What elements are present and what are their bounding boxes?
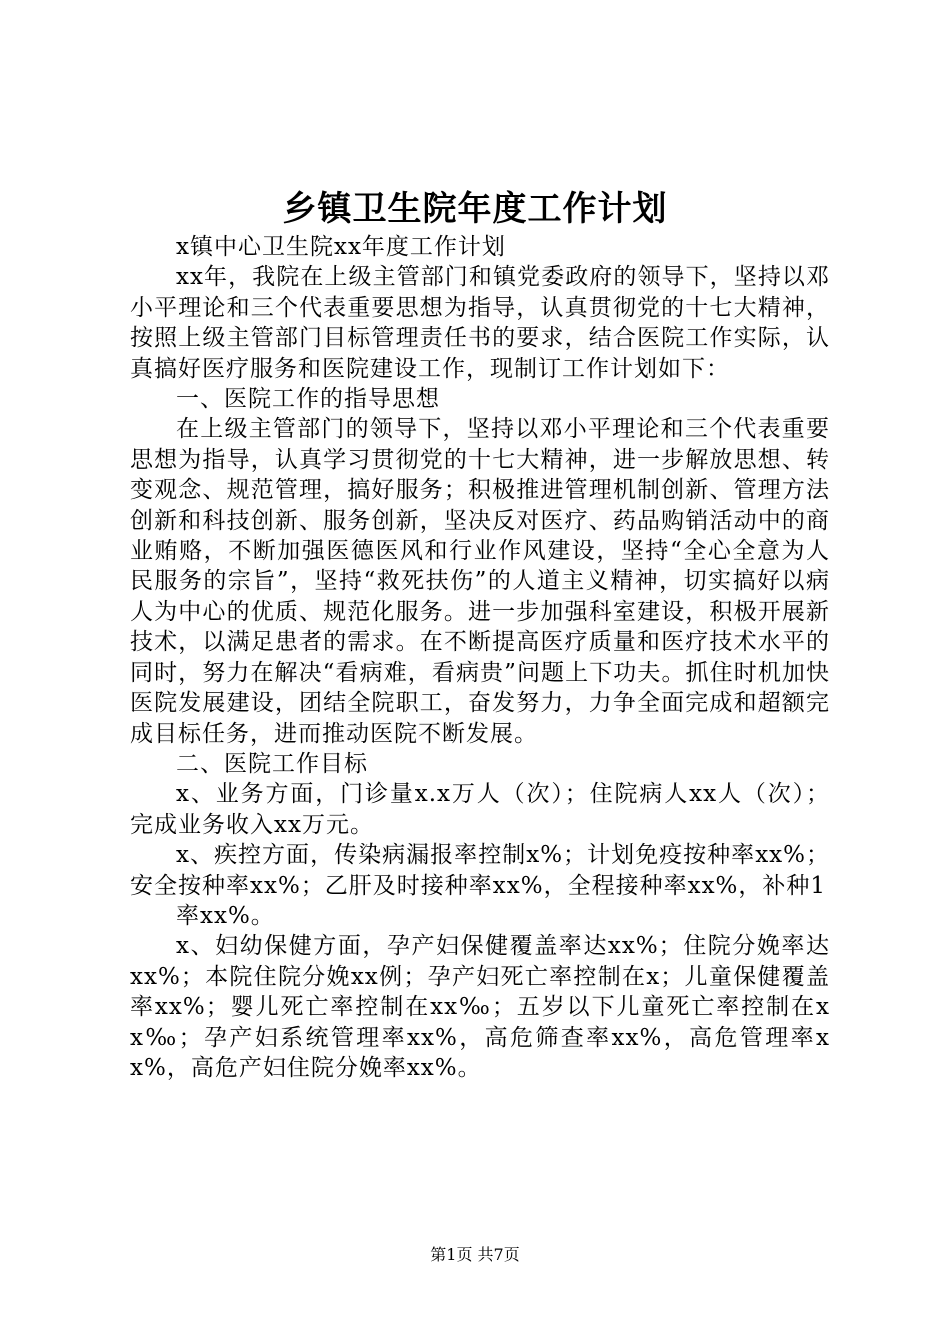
document-body	[130, 232, 830, 1083]
paragraph-subtitle: x镇中心卫生院xx年度工作计划	[176, 234, 506, 260]
paragraph-disease-control-goals: x、疾控方面，传染病漏报率控制x%；计划免疫按种率xx%；安全按种率xx%；乙肝及时接种率xx%，全程接种率xx%，补种1	[130, 842, 830, 899]
paragraph-intro: xx年，我院在上级主管部门和镇党委政府的领导下，坚持以邓小平理论和三个代表重要思想为指导，认真贯彻党的十七大精神，按照上级主管部门目标管理责任书的要求，结合医院工作实际，认真搞好医疗服务和医院建设工作，现制订工作计划如下：	[130, 264, 830, 382]
paragraph-guiding-thought: 在上级主管部门的领导下，坚持以邓小平理论和三个代表重要思想为指导，认真学习贯彻党的十七大精神，进一步解放思想、转变观念、规范管理，搞好服务；积极推进管理机制创新、管理方法创新和科技创新、服务创新，坚决反对医疗、药品购销活动中的商业贿赂，不断加强医德医风和行业作风建设，坚持“全心全意为人民服务的宗旨”，坚持“救死扶伤”的人道主义精神，切实搞好以病人为中心的优质、规范化服务。进一步加强科室建设，积极开展新技术，以满足患者的需求。在不断提高医疗质量和医疗技术水平的同时，努力在解决“看病难，看病贵”问题上下功夫。抓住时机加快医院发展建设，团结全院职工，奋发努力，力争全面完成和超额完成目标任务，进而推动医院不断发展。	[130, 416, 830, 747]
document-title: 乡镇卫生院年度工作计划	[282, 189, 668, 229]
paragraph-disease-control-continued: 率xx%。	[176, 902, 275, 929]
paragraph-business-goals: x、业务方面，门诊量x.x万人（次）；住院病人xx人（次）；完成业务收入xx万元。	[130, 781, 830, 838]
section-heading-work-goals: 二、医院工作目标	[176, 750, 368, 777]
section-heading-guiding-thought: 一、医院工作的指导思想	[176, 386, 440, 413]
page-number-footer: 第1页 共7页	[430, 1245, 520, 1264]
paragraph-maternal-child-health-goals: x、妇幼保健方面，孕产妇保健覆盖率达xx%；住院分娩率达xx%；本院住院分娩xx例；孕产妇死亡率控制在x；儿童保健覆盖率xx%；婴儿死亡率控制在xx‰；五岁以下儿童死亡率控制在xx‰；孕产妇系统管理率xx%，高危筛查率xx%，高危管理率xx%，高危产妇住院分娩率xx%。	[130, 933, 830, 1081]
